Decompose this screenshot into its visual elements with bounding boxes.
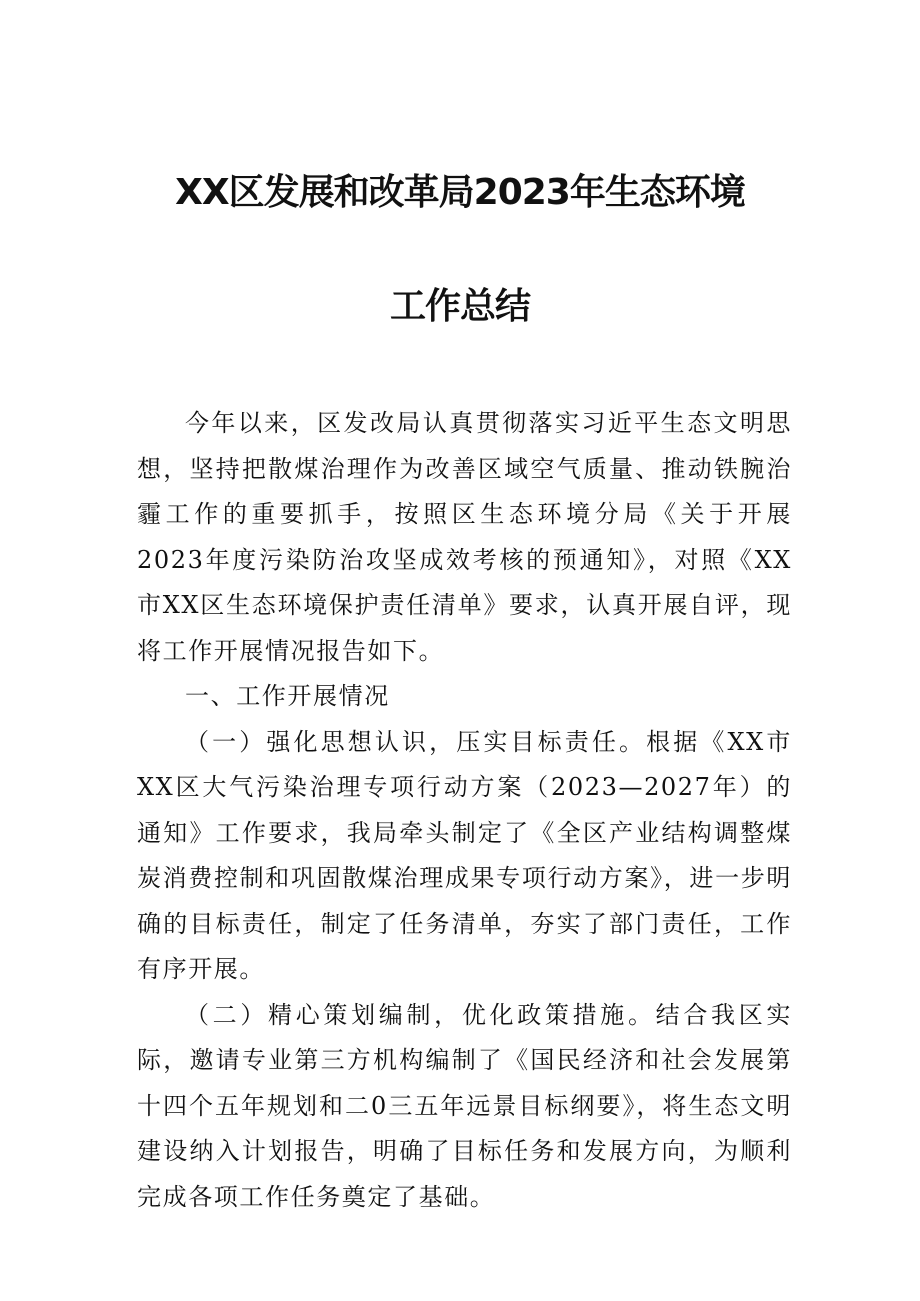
document-title-line-1: XX区发展和改革局2023年生态环境 [175,172,745,213]
paragraph-item-1: （一）强化思想认识，压实目标责任。根据《XX市XX区大气污染治理专项行动方案（2023—2027年）的通知》工作要求，我局牵头制定了《全区产业结构调整煤炭消费控制和巩固散煤治理成果专项行动方案》，进一步明确的目标责任，制定了任务清单，夯实了部门责任，工作有序开展。 [137,727,792,983]
document-body [137,401,792,1220]
paragraph-item-2: （二）精心策划编制，优化政策措施。结合我区实际，邀请专业第三方机构编制了《国民经济和社会发展第十四个五年规划和二0三五年远景目标纲要》，将生态文明建设纳入计划报告，明确了目标任务和发展方向，为顺利完成各项工作任务奠定了基础。 [137,1000,792,1211]
document-title-line-2: 工作总结 [389,286,530,327]
section-heading: 一、工作开展情况 [185,682,390,710]
paragraph-intro: 今年以来，区发改局认真贯彻落实习近平生态文明思想，坚持把散煤治理作为改善区域空气质量、推动铁腕治霾工作的重要抓手，按照区生态环境分局《关于开展2023年度污染防治攻坚成效考核的预通知》，对照《XX市XX区生态环境保护责任清单》要求，认真开展自评，现将工作开展情况报告如下。 [137,409,792,665]
